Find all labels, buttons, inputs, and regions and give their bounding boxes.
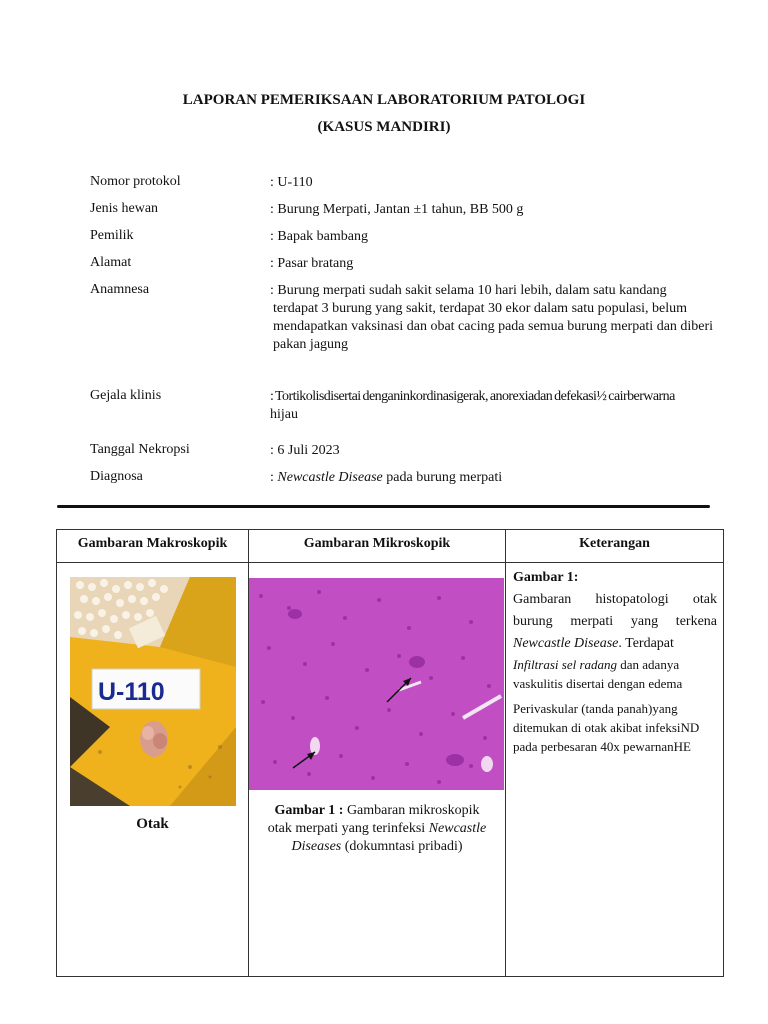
makro-caption: Otak bbox=[136, 816, 169, 832]
nomor-protokol-label: Nomor protokol bbox=[90, 174, 181, 189]
microscopic-photo bbox=[249, 578, 504, 790]
alamat-label: Alamat bbox=[90, 255, 132, 270]
makro-cell bbox=[57, 563, 249, 977]
gejala-klinis-value-line1: : Tortikolisdisertai denganinkordinasigerak, anorexiadan defekasi½ cairberwarna bbox=[270, 389, 675, 404]
protocol-label-on-photo: U-110 bbox=[98, 678, 165, 706]
diagnosa-label: Diagnosa bbox=[90, 469, 143, 484]
keterangan-text bbox=[506, 563, 723, 756]
report-subtitle: (KASUS MANDIRI) bbox=[317, 119, 451, 135]
macroscopic-photo bbox=[70, 577, 236, 806]
gejala-klinis-label: Gejala klinis bbox=[90, 388, 162, 403]
alamat-value: : Pasar bratang bbox=[270, 256, 354, 271]
microscopic-photo-graphic bbox=[249, 578, 504, 790]
mikro-caption: Gambar 1 : Gambaran mikroskopik otak merpati yang terinfeksi Newcastle Diseases (dokumntasi pribadi) bbox=[267, 803, 487, 854]
findings-table bbox=[56, 529, 724, 977]
mikro-cell bbox=[249, 563, 506, 977]
header-mikroskopik: Gambaran Mikroskopik bbox=[249, 530, 506, 563]
keterangan-cell bbox=[506, 563, 724, 977]
diagnosa-value: : Newcastle Disease pada burung merpati bbox=[270, 470, 503, 485]
tanggal-nekropsi-label: Tanggal Nekropsi bbox=[90, 442, 190, 457]
report-title: LAPORAN PEMERIKSAAN LABORATORIUM PATOLOGI bbox=[182, 92, 586, 108]
header-makroskopik: Gambaran Makroskopik bbox=[57, 530, 249, 563]
gejala-klinis-value-line2: hijau bbox=[270, 407, 298, 422]
jenis-hewan-value: : Burung Merpati, Jantan ±1 tahun, BB 500 g bbox=[270, 202, 524, 217]
header-keterangan: Keterangan bbox=[506, 530, 724, 563]
keterangan-title: Gambar 1: bbox=[513, 570, 579, 585]
macroscopic-photo-graphic bbox=[70, 577, 236, 806]
pemilik-label: Pemilik bbox=[90, 228, 134, 243]
anamnesa-value-line1: : Burung merpati sudah sakit selama 10 hari lebih, dalam satu kandang bbox=[270, 283, 667, 298]
anamnesa-value-rest: terdapat 3 burung yang sakit, terdapat 30 ekor dalam satu populasi, belum mendapatkan vaksinasi dan obat cacing pada semua burung merpati dan diberi pakan jagung bbox=[273, 301, 714, 352]
jenis-hewan-label: Jenis hewan bbox=[90, 201, 159, 216]
keterangan-p2: Infiltrasi sel radang dan adanya vaskulitis disertai dengan edema bbox=[513, 657, 683, 691]
pemilik-value: : Bapak bambang bbox=[270, 229, 368, 244]
anamnesa-label: Anamnesa bbox=[90, 282, 150, 297]
nomor-protokol-value: : U-110 bbox=[270, 175, 313, 190]
section-divider bbox=[57, 505, 710, 508]
tanggal-nekropsi-value: : 6 Juli 2023 bbox=[270, 443, 340, 458]
keterangan-p1: Gambaran histopatologi otak burung merpati yang terkena Newcastle Disease. Terdapat bbox=[513, 592, 717, 651]
keterangan-p3: Perivaskular (tanda panah)yang ditemukan di otak akibat infeksiND pada perbesaran 40x pewarnanHE bbox=[513, 701, 700, 754]
